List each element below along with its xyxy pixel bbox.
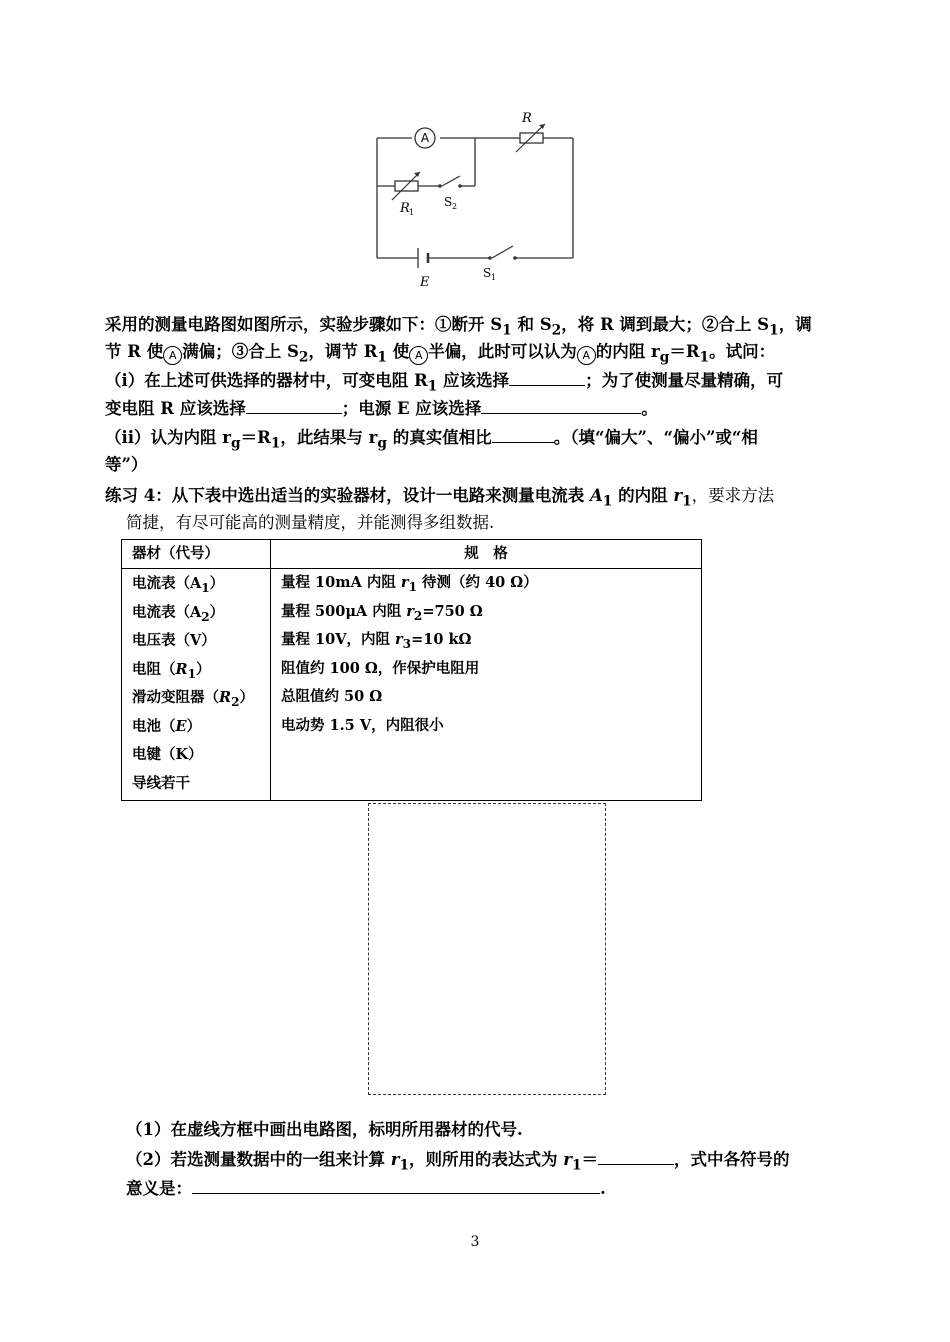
table-header-spec: 规 格: [271, 540, 702, 569]
ammeter-icon: A: [409, 346, 428, 365]
para1-line1: 采用的测量电路图如图所示，实验步骤如下：①断开 $S_1$ 和 $S_2$，将 R 调到最大；②合上 $S_1$，调: [105, 315, 812, 339]
table-cell-spec: 电动势 1.5 V，内阻很小: [281, 716, 444, 734]
equipment-name-column: [122, 569, 271, 801]
svg-text:R: R: [400, 201, 410, 216]
svg-text:1: 1: [491, 273, 497, 282]
table-cell-spec: 阻值约 100 Ω，作保护电阻用: [281, 659, 480, 677]
question-2-line1: （2）若选测量数据中的一组来计算 $r_1$，则所用的表达式为 $r_1=$ ，式中各符号的: [126, 1150, 790, 1174]
page-number: 3: [470, 1234, 480, 1250]
question-i-line1: （ⅰ）在上述可供选择的器材中，可变电阻 $R_1$ 应该选择 ；为了使测量尽量精确，可: [105, 371, 784, 395]
answer-blank-R1[interactable]: [509, 369, 585, 386]
table-row: 电压表（V）: [132, 632, 216, 649]
table-row: 电键（K）: [132, 746, 203, 763]
table-row: 滑动变阻器$(R_2)$: [132, 689, 254, 709]
question-ii-line1: （ⅱ）认为内阻 $r_g=R_1$，此结果与 $r_g$ 的真实值相比 。（填“偏大”、“偏小”或“相: [105, 428, 758, 452]
table-row: 电池（E）: [132, 717, 202, 735]
answer-blank-meaning[interactable]: [192, 1177, 600, 1194]
table-cell-spec: 量程 500μA 内阻 $r_2=750$ Ω: [281, 602, 483, 623]
table-row: 电流表$(A_1)$: [132, 575, 225, 595]
variable-resistor-R: [516, 111, 545, 152]
table-row: 电流表$(A_2)$: [132, 603, 225, 624]
svg-text:E: E: [420, 275, 430, 290]
variable-resistor-R1: [392, 172, 420, 217]
answer-blank-expression[interactable]: [598, 1148, 674, 1165]
circuit-drawing-box[interactable]: [368, 803, 606, 1095]
svg-text:2: 2: [452, 202, 458, 211]
table-cell-spec: 量程 10mA 内阻 $r_1$ 待测（约 40 Ω）: [281, 574, 538, 594]
table-cell-spec: 量程 10V，内阻 $r_3=10$ kΩ: [281, 631, 472, 651]
battery-E: [418, 248, 430, 290]
ammeter-icon: [415, 128, 435, 148]
table-cell-spec: 总阻值约 50 Ω: [281, 688, 383, 705]
svg-text:S: S: [483, 266, 492, 280]
equipment-spec-column: [271, 569, 702, 801]
svg-text:1: 1: [409, 208, 415, 217]
para1-line2: 节 R 使 A 满偏；③合上 $S_2$，调节 $R_1$ 使 A 半偏，此时可以认为 A 的内阻 $r_g=R_1$。试问：: [105, 342, 776, 366]
svg-text:R: R: [522, 111, 532, 126]
question-i-line2: 变电阻 R 应该选择 ；电源 E 应该选择 。: [105, 399, 658, 418]
question-ii-line2: 等”）: [105, 455, 148, 474]
question-2-line2: 意义是： .: [126, 1179, 606, 1198]
answer-blank-E[interactable]: [481, 397, 641, 414]
answer-blank-compare[interactable]: [492, 426, 554, 443]
table-row: 导线若干: [132, 774, 190, 792]
equipment-table: [121, 539, 702, 801]
exercise4-line2: 简捷，有尽可能高的测量精度，并能测得多组数据.: [126, 513, 495, 532]
circuit-diagram: [360, 108, 590, 293]
exercise4-line1: 练习 4：从下表中选出适当的实验器材，设计一电路来测量电流表 $A_1$ 的内阻 $r_1$，要求方法: [105, 486, 775, 510]
switch-S1: [483, 246, 517, 282]
question-1: （1）在虚线方框中画出电路图，标明所用器材的代号.: [126, 1120, 523, 1139]
switch-S2: [438, 176, 462, 211]
answer-blank-R[interactable]: [246, 397, 342, 414]
ammeter-icon: A: [577, 346, 596, 365]
table-header-name: 器材（代号）: [122, 540, 271, 569]
svg-text:A: A: [420, 131, 430, 145]
svg-text:S: S: [444, 195, 453, 209]
ammeter-icon: A: [163, 346, 182, 365]
table-row: 电阻$(R_1)$: [132, 660, 211, 681]
